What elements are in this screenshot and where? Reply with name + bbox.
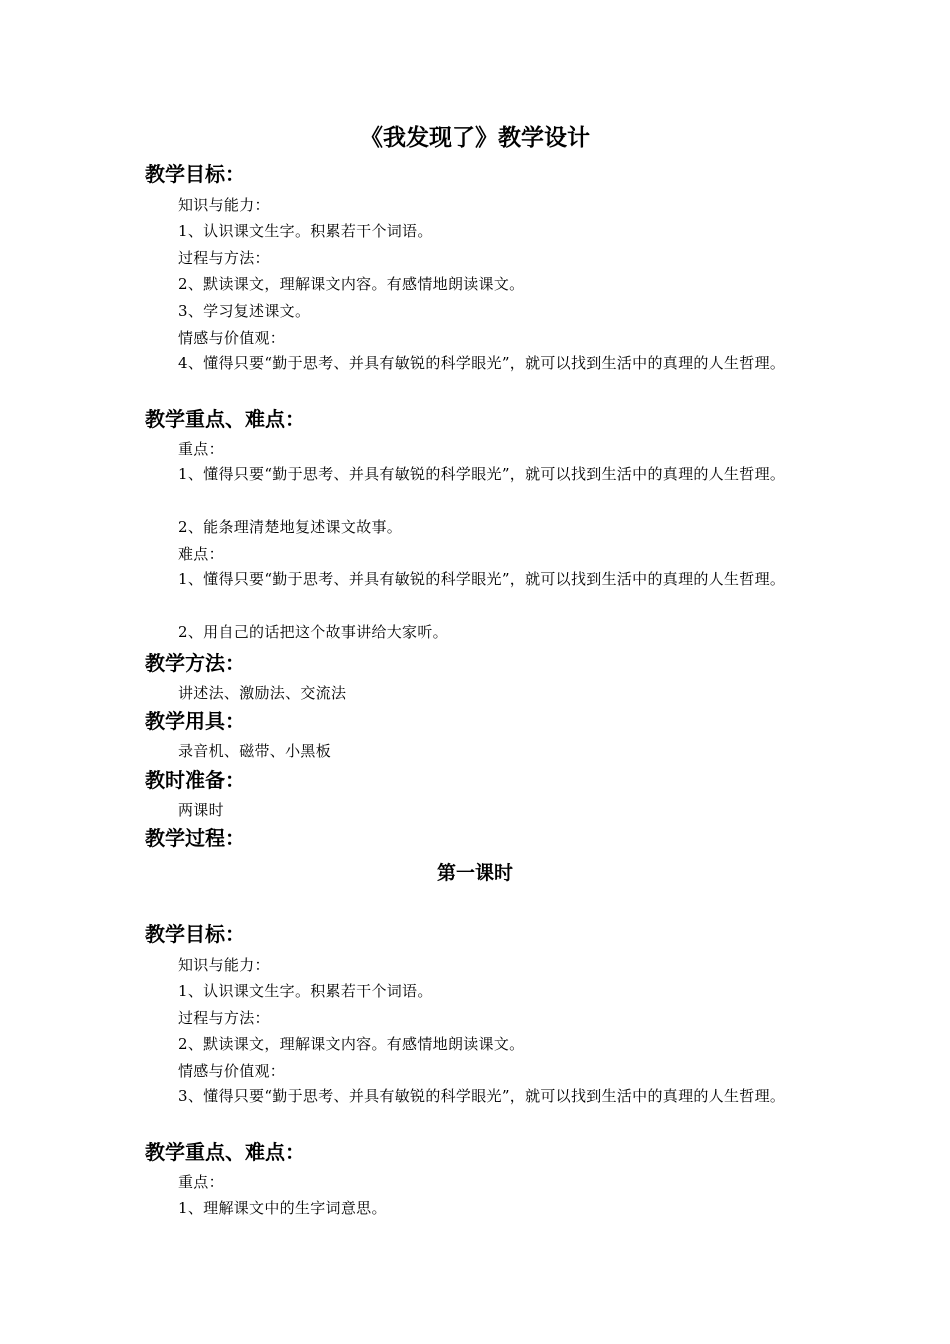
tools-text: 录音机、磁带、小黑板 xyxy=(178,742,332,760)
objective-4: 4、懂得只要“勤于思考、并具有敏锐的科学眼光”，就可以找到生活中的真理的人生哲理。 xyxy=(178,354,786,372)
keypoints-heading: 教学重点、难点： xyxy=(145,407,305,431)
lesson-1-objective-3: 3、懂得只要“勤于思考、并具有敏锐的科学眼光”，就可以找到生活中的真理的人生哲理。 xyxy=(178,1087,786,1105)
time-heading: 教时准备： xyxy=(145,768,245,792)
objectives-heading: 教学目标： xyxy=(145,162,245,186)
key-point-2: 2、能条理清楚地复述课文故事。 xyxy=(178,518,403,536)
process-label: 过程与方法： xyxy=(178,249,270,267)
objective-3: 3、学习复述课文。 xyxy=(178,302,311,320)
knowledge-label: 知识与能力： xyxy=(178,196,270,214)
process-heading: 教学过程： xyxy=(145,826,245,850)
lesson-1-knowledge-label: 知识与能力： xyxy=(178,956,270,974)
tools-heading: 教学用具： xyxy=(145,709,245,733)
lesson-1-objective-1: 1、认识课文生字。积累若干个词语。 xyxy=(178,982,433,1000)
objective-2: 2、默读课文，理解课文内容。有感情地朗读课文。 xyxy=(178,275,525,293)
lesson-1-emotion-label: 情感与价值观： xyxy=(178,1062,286,1080)
lesson-1-objective-2: 2、默读课文，理解课文内容。有感情地朗读课文。 xyxy=(178,1035,525,1053)
lesson-1-objectives-heading: 教学目标： xyxy=(145,922,245,946)
lesson-1-title: 第一课时 xyxy=(436,862,513,884)
objective-1: 1、认识课文生字。积累若干个词语。 xyxy=(178,222,433,240)
key-label: 重点： xyxy=(178,440,224,458)
lesson-1-keypoints-heading: 教学重点、难点： xyxy=(145,1140,305,1164)
difficult-point-2: 2、用自己的话把这个故事讲给大家听。 xyxy=(178,623,448,641)
time-text: 两课时 xyxy=(178,801,224,819)
methods-heading: 教学方法： xyxy=(145,651,245,675)
lesson-1-key-label: 重点： xyxy=(178,1173,224,1191)
lesson-1-key-point-1: 1、理解课文中的生字词意思。 xyxy=(178,1199,387,1217)
key-point-1: 1、懂得只要“勤于思考、并具有敏锐的科学眼光”，就可以找到生活中的真理的人生哲理。 xyxy=(178,465,786,483)
emotion-label: 情感与价值观： xyxy=(178,329,286,347)
difficult-point-1: 1、懂得只要“勤于思考、并具有敏锐的科学眼光”，就可以找到生活中的真理的人生哲理。 xyxy=(178,570,786,588)
document-title: 《我发现了》教学设计 xyxy=(360,124,590,151)
methods-text: 讲述法、激励法、交流法 xyxy=(178,684,347,702)
difficult-label: 难点： xyxy=(178,545,224,563)
lesson-1-process-label: 过程与方法： xyxy=(178,1009,270,1027)
